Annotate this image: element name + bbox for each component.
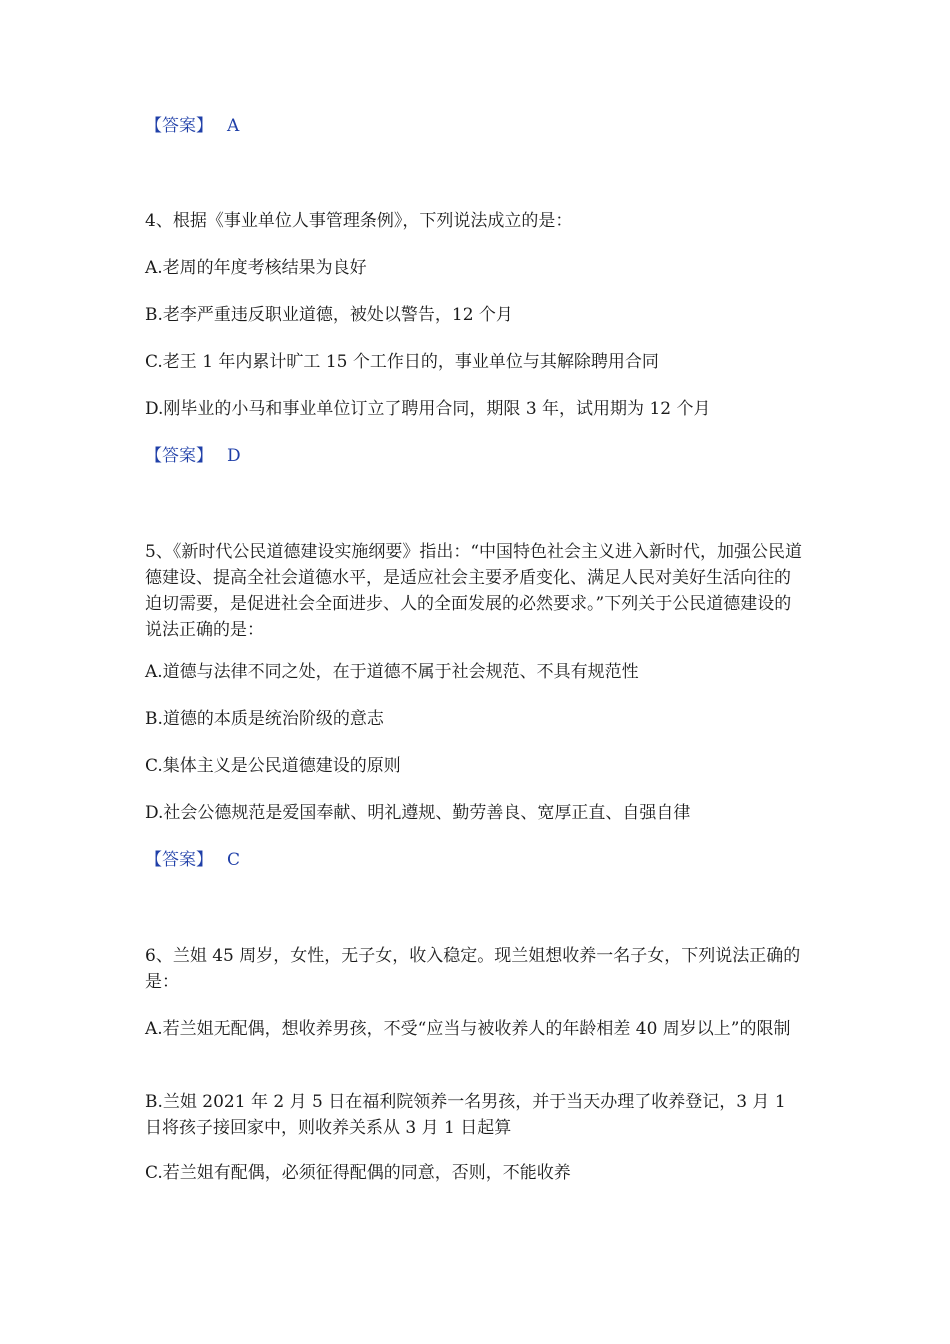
question-5-option-c: C.集体主义是公民道德建设的原则 <box>145 756 401 776</box>
answer-value: D <box>227 446 241 466</box>
question-6-option-c: C.若兰姐有配偶，必须征得配偶的同意，否则，不能收养 <box>145 1163 571 1183</box>
question-6-option-a: A.若兰姐无配偶，想收养男孩，不受“应当与被收养人的年龄相差 40 周岁以上”的限制 <box>145 1019 791 1039</box>
question-5-option-b: B.道德的本质是统治阶级的意志 <box>145 709 384 729</box>
question-4-option-b: B.老李严重违反职业道德，被处以警告，12 个月 <box>145 305 513 325</box>
answer-label: 【答案】 <box>145 850 213 870</box>
answer-label: 【答案】 <box>145 116 213 136</box>
answer-row-5 <box>145 847 240 873</box>
question-4-stem: 4、根据《事业单位人事管理条例》，下列说法成立的是： <box>145 211 573 231</box>
question-4-option-c: C.老王 1 年内累计旷工 15 个工作日的，事业单位与其解除聘用合同 <box>145 352 659 372</box>
question-5-option-d: D.社会公德规范是爱国奉献、明礼遵规、勤劳善良、宽厚正直、自强自律 <box>145 803 691 823</box>
answer-row-4 <box>145 443 241 469</box>
question-5-option-a: A.道德与法律不同之处，在于道德不属于社会规范、不具有规范性 <box>145 662 639 682</box>
question-5-stem: 5、《新时代公民道德建设实施纲要》指出：“中国特色社会主义进入新时代，加强公民道德建设、提高全社会道德水平，是适应社会主要矛盾变化、满足人民对美好生活向往的迫切需要，是促进社会全面进步、人的全面发展的必然要求。”下列关于公民道德建设的说法正确的是： <box>145 542 803 640</box>
answer-row-3 <box>145 113 239 139</box>
answer-value: A <box>227 116 240 136</box>
question-6-option-b: B.兰姐 2021 年 2 月 5 日在福利院领养一名男孩，并于当天办理了收养登记，3 月 1 日将孩子接回家中，则收养关系从 3 月 1 日起算 <box>145 1092 786 1138</box>
question-4-option-a: A.老周的年度考核结果为良好 <box>145 258 367 278</box>
question-6-stem: 6、兰姐 45 周岁，女性，无子女，收入稳定。现兰姐想收养一名子女，下列说法正确的是： <box>145 946 801 992</box>
question-4-option-d: D.刚毕业的小马和事业单位订立了聘用合同，期限 3 年，试用期为 12 个月 <box>145 399 711 419</box>
answer-value: C <box>227 850 241 870</box>
answer-label: 【答案】 <box>145 446 213 466</box>
